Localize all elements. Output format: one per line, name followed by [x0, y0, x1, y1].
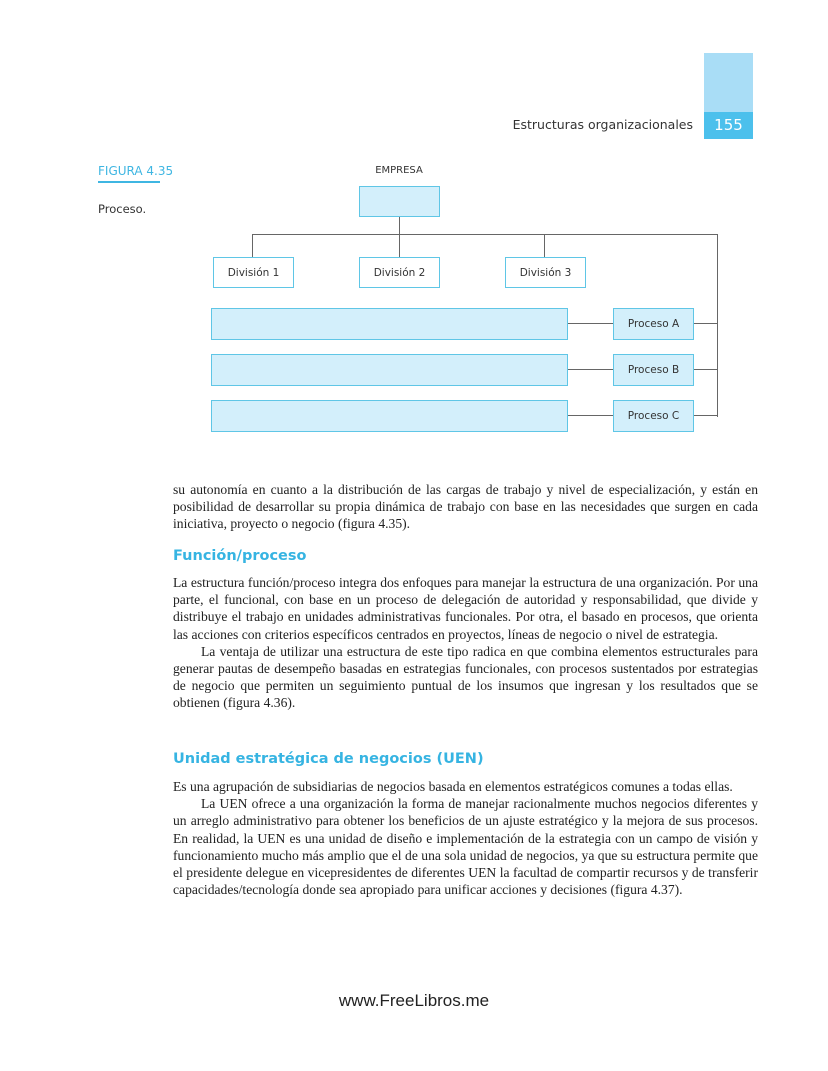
division-box: División 2 — [359, 257, 440, 288]
paragraph: La UEN ofrece a una organización la forma de manejar racionalmente muchos negocios diferentes y un arreglo administrativo para obtener los beneficios de un ajuste estratégico y la mejora de sus procesos. En realidad, la UEN es una unidad de diseño e implementación de la estrategia con un campo de visión y funcionamiento mucho más amplio que el de una sola unidad de negocios, ya que su estructura permite que el presidente delegue en vicepresidentes de diferentes UEN la facultad de compartir recursos y de transferir capacidades/tecnología donde sea apropiado para unificar acciones y decisiones (figura 4.37). — [173, 796, 758, 898]
process-box: Proceso C — [613, 400, 694, 432]
empresa-label: EMPRESA — [375, 165, 423, 176]
paragraph: su autonomía en cuanto a la distribución de las cargas de trabajo y nivel de especialización, y están en posibilidad de desarrollar su propia dinámica de trabajo con base en las necesidades que surgen en cada iniciativa, proyecto o negocio (figura 4.35). — [173, 482, 758, 532]
figure-label: FIGURA 4.35 — [98, 164, 174, 178]
process-bar — [211, 400, 568, 432]
empresa-box — [359, 186, 440, 217]
section-funcion-proceso-body — [173, 574, 758, 712]
connector-line — [694, 369, 718, 370]
figure-caption: Proceso. — [98, 202, 147, 216]
section-heading-uen: Unidad estratégica de negocios (UEN) — [173, 751, 484, 767]
page-tab-decoration — [704, 53, 753, 112]
division-box: División 3 — [505, 257, 586, 288]
connector-line — [399, 234, 400, 257]
connector-line — [544, 234, 545, 257]
running-header-title: Estructuras organizacionales — [512, 117, 693, 132]
paragraph: Es una agrupación de subsidiarias de negocios basada en elementos estratégicos comunes a todas ellas. — [173, 779, 733, 794]
connector-line — [568, 415, 613, 416]
figure-label-underline — [98, 181, 160, 183]
paragraph: La ventaja de utilizar una estructura de este tipo radica en que combina elementos estructurales para generar pautas de desempeño basadas en estrategias funcionales, con procesos sustentados por estrategias de negocio que permiten un seguimiento puntual de los insumos que ingresan y los resultados que se obtienen (figura 4.36). — [173, 643, 758, 711]
process-bar — [211, 354, 568, 386]
connector-line — [568, 323, 613, 324]
process-box: Proceso B — [613, 354, 694, 386]
footer-watermark: www.FreeLibros.me — [338, 991, 490, 1010]
intro-paragraph — [173, 481, 758, 533]
connector-line — [399, 217, 400, 235]
connector-line — [252, 234, 718, 235]
process-box: Proceso A — [613, 308, 694, 340]
paragraph: La estructura función/proceso integra dos enfoques para manejar la estructura de una organización. Por una parte, el funcional, con base en un proceso de delegación de autoridad y responsabilidad, que divide y distribuye el trabajo en unidades administrativas funcionales. Por otra, el basado en procesos, que orienta las acciones con criterios específicos centrados en proyectos, líneas de negocio o nivel de estrategia. — [173, 575, 758, 642]
connector-line — [694, 323, 718, 324]
connector-line — [717, 234, 718, 417]
connector-line — [694, 415, 718, 416]
section-heading-funcion-proceso: Función/proceso — [173, 548, 307, 564]
connector-line — [252, 234, 253, 257]
connector-line — [568, 369, 613, 370]
page-number: 155 — [704, 112, 753, 139]
process-bar — [211, 308, 568, 340]
division-box: División 1 — [213, 257, 294, 288]
section-uen-body — [173, 778, 758, 898]
